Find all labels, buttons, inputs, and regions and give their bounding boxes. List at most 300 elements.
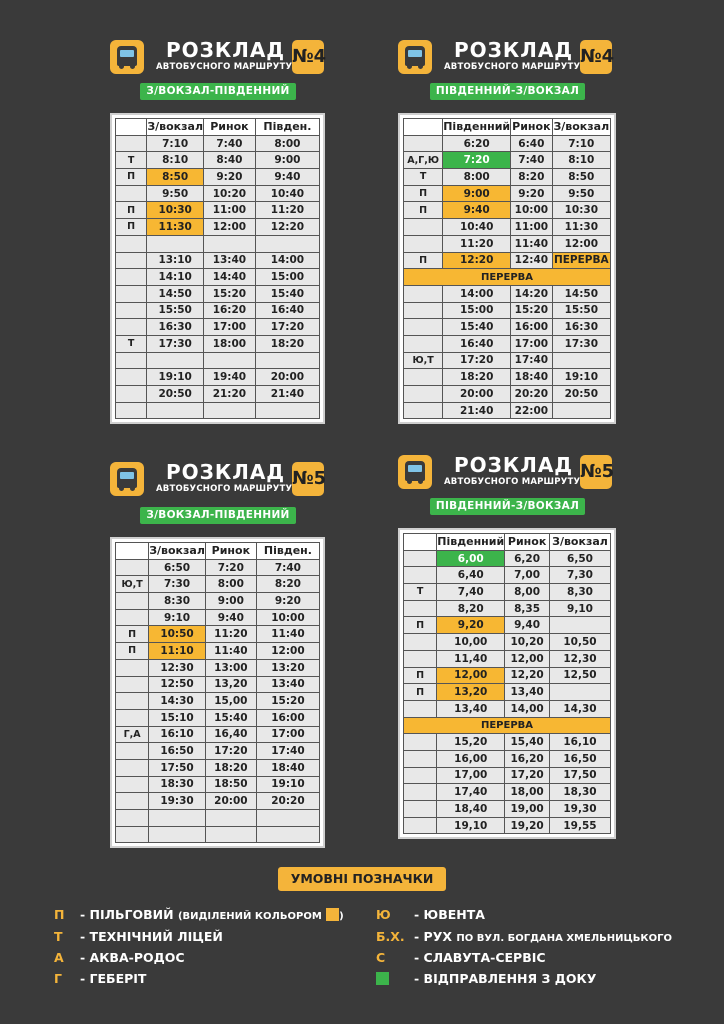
time-cell: 10,00: [437, 634, 505, 651]
time-cell: 6,40: [437, 567, 505, 584]
time-cell: 17:20: [205, 743, 256, 760]
time-cell: 13,40: [505, 684, 550, 701]
note-cell: [404, 135, 443, 152]
table-row: [404, 252, 611, 269]
table-row: [404, 717, 611, 734]
time-cell: 18,00: [505, 784, 550, 801]
green-swatch: [376, 972, 389, 985]
time-cell: 17:30: [147, 335, 204, 352]
legend-item-dock: [376, 971, 596, 986]
note-cell: [404, 767, 437, 784]
time-cell: 17:00: [204, 319, 256, 336]
time-cell: 16:40: [255, 302, 319, 319]
note-cell: [404, 784, 437, 801]
time-cell: 21:40: [443, 402, 511, 419]
table-row: [116, 386, 320, 403]
time-cell: [204, 235, 256, 252]
time-cell: 7:30: [149, 576, 206, 593]
time-cell: 16:30: [552, 319, 610, 336]
table-row: [116, 269, 320, 286]
table-row: [116, 185, 320, 202]
table-row: [404, 202, 611, 219]
note-cell: [116, 793, 149, 810]
table-header-row: [116, 119, 320, 136]
time-cell: 13:20: [256, 659, 319, 676]
note-cell: [116, 559, 149, 576]
table-row: [404, 600, 611, 617]
timetable-frame: [110, 113, 325, 424]
time-cell: [549, 684, 610, 701]
timetable: [403, 533, 611, 834]
time-cell: 12,30: [549, 650, 610, 667]
note-cell: [116, 185, 147, 202]
legend-text: - ГЕБЕРІТ: [80, 971, 147, 986]
time-cell: 17:40: [511, 352, 552, 369]
time-cell: 10:40: [443, 219, 511, 236]
time-cell: 10:40: [255, 185, 319, 202]
table-row: [116, 793, 320, 810]
time-cell: 14:30: [149, 693, 206, 710]
legend-text: - СЛАВУТА-СЕРВІС: [414, 950, 546, 965]
time-cell: 12,00: [437, 667, 505, 684]
table-row: [404, 185, 611, 202]
note-cell: [404, 302, 443, 319]
table-row: [404, 169, 611, 186]
time-cell: 10:00: [511, 202, 552, 219]
column-header: З/вокзал: [149, 544, 205, 558]
note-cell: [116, 319, 147, 336]
table-row: [116, 693, 320, 710]
time-cell: 10,50: [549, 634, 610, 651]
time-cell: [549, 617, 610, 634]
note-cell: П: [116, 643, 149, 660]
table-row: [404, 386, 611, 403]
time-cell: 14,30: [549, 700, 610, 717]
time-cell: 9:20: [511, 185, 552, 202]
timetable-frame: [110, 537, 325, 848]
time-cell: 9:50: [552, 185, 610, 202]
column-header: Ринок: [204, 119, 256, 136]
schedule-subtitle: АВТОБУСНОГО МАРШРУТУ: [444, 62, 581, 72]
note-cell: [116, 386, 147, 403]
column-header-note: [404, 534, 437, 551]
time-cell: 8:20: [511, 169, 552, 186]
column-header-note: [116, 119, 147, 136]
time-cell: 7,30: [549, 567, 610, 584]
time-cell: 8:10: [147, 152, 204, 169]
table-row: [116, 743, 320, 760]
time-cell: 8,35: [505, 600, 550, 617]
time-cell: 17:00: [511, 335, 552, 352]
table-header-row: [116, 543, 320, 560]
time-cell: 7:20: [443, 152, 511, 169]
time-cell: 14:00: [443, 285, 511, 302]
time-cell: 16,10: [549, 734, 610, 751]
time-cell: 8:40: [204, 152, 256, 169]
legend-text: - ПІЛЬГОВИЙ: [80, 907, 174, 922]
column-header: Південний: [437, 535, 505, 549]
time-cell: 9:10: [149, 609, 206, 626]
note-cell: П: [404, 202, 443, 219]
time-cell: 21:20: [204, 386, 256, 403]
time-cell: 15,00: [205, 693, 256, 710]
column-header: Півден.: [256, 543, 319, 560]
time-cell: 14:50: [147, 285, 204, 302]
time-cell: [256, 810, 319, 827]
time-cell: 18,40: [437, 801, 505, 818]
schedule-subtitle: АВТОБУСНОГО МАРШРУТУ: [156, 484, 293, 494]
time-cell: 7:10: [147, 135, 204, 152]
table-row: [116, 135, 320, 152]
note-cell: [116, 593, 149, 610]
time-cell: 8,30: [549, 584, 610, 601]
time-cell: 14:10: [147, 269, 204, 286]
time-cell: 21:40: [255, 386, 319, 403]
time-cell: 12:00: [552, 235, 610, 252]
time-cell: 7:40: [511, 152, 552, 169]
time-cell: 19,10: [437, 817, 505, 834]
time-cell: 15:40: [443, 319, 511, 336]
time-cell: 19:40: [204, 369, 256, 386]
time-cell: [255, 352, 319, 369]
note-cell: Т: [116, 152, 147, 169]
table-row: [404, 152, 611, 169]
time-cell: 6:50: [149, 559, 206, 576]
time-cell: 20:00: [255, 369, 319, 386]
note-cell: [116, 743, 149, 760]
time-cell: 20:50: [552, 386, 610, 403]
time-cell: 16:40: [443, 335, 511, 352]
time-cell: [256, 826, 319, 843]
time-cell: 9:50: [147, 185, 204, 202]
time-cell: 11:40: [256, 626, 319, 643]
table-row: [116, 352, 320, 369]
time-cell: 17:20: [255, 319, 319, 336]
table-row: [116, 369, 320, 386]
time-cell: 11:40: [511, 235, 552, 252]
time-cell: 11:30: [147, 219, 204, 236]
time-cell: 15,20: [437, 734, 505, 751]
note-cell: [404, 335, 443, 352]
schedule-title: РОЗКЛАД: [454, 38, 574, 62]
note-cell: [116, 776, 149, 793]
legend-note-end: ): [339, 911, 344, 922]
time-cell: 12,20: [505, 667, 550, 684]
time-cell: 15:50: [147, 302, 204, 319]
column-header: Ринок: [505, 534, 550, 551]
note-cell: [116, 709, 149, 726]
time-cell: 9:20: [204, 169, 256, 186]
time-cell: 12,00: [505, 650, 550, 667]
time-cell: 6,50: [549, 550, 610, 567]
legend-key: С: [376, 950, 386, 965]
time-cell: [552, 402, 610, 419]
time-cell: 11:00: [204, 202, 256, 219]
time-cell: 17:00: [256, 726, 319, 743]
time-cell: 15,40: [505, 734, 550, 751]
time-cell: [147, 235, 204, 252]
note-cell: П: [116, 219, 147, 236]
note-cell: [116, 352, 147, 369]
time-cell: 19:30: [149, 793, 206, 810]
time-cell: 9:20: [256, 593, 319, 610]
table-row: [116, 335, 320, 352]
note-cell: П: [116, 626, 149, 643]
note-cell: Т: [404, 584, 437, 601]
legend-key: Б.Х.: [376, 929, 405, 944]
table-row: [116, 202, 320, 219]
time-cell: 17,50: [549, 767, 610, 784]
note-cell: [116, 676, 149, 693]
break-row: ПЕРЕРВА: [404, 717, 611, 734]
note-cell: П: [404, 684, 437, 701]
table-row: [116, 402, 320, 419]
time-cell: 15:50: [552, 302, 610, 319]
table-row: [404, 550, 611, 567]
time-cell: 14:00: [255, 252, 319, 269]
table-row: [116, 759, 320, 776]
table-row: [404, 750, 611, 767]
time-cell: 15:20: [511, 302, 552, 319]
time-cell: 11:20: [255, 202, 319, 219]
time-cell: 9:40: [443, 202, 511, 219]
time-cell: 6:40: [511, 135, 552, 152]
time-cell: 18:20: [205, 759, 256, 776]
time-cell: 12:40: [511, 252, 552, 269]
table-row: [404, 135, 611, 152]
bus-icon: [398, 40, 432, 74]
time-cell: ПЕРЕРВА: [552, 252, 610, 269]
time-cell: 20:20: [511, 386, 552, 403]
time-cell: 13:40: [204, 252, 256, 269]
time-cell: [204, 352, 256, 369]
table-row: [404, 817, 611, 834]
time-cell: 10:00: [256, 609, 319, 626]
time-cell: [147, 402, 204, 419]
timetable: [115, 542, 320, 843]
time-cell: 13:10: [147, 252, 204, 269]
time-cell: 20:00: [205, 793, 256, 810]
note-cell: [404, 700, 437, 717]
time-cell: 14:40: [204, 269, 256, 286]
time-cell: [205, 826, 256, 843]
table-row: [404, 684, 611, 701]
legend-key: П: [54, 907, 65, 922]
time-cell: 19:10: [147, 369, 204, 386]
bus-icon: [110, 40, 144, 74]
time-cell: 19,30: [549, 801, 610, 818]
time-cell: 20:20: [256, 793, 319, 810]
table-row: [404, 617, 611, 634]
time-cell: 6,00: [437, 550, 505, 567]
time-cell: 14:50: [552, 285, 610, 302]
time-cell: 12:00: [256, 643, 319, 660]
time-cell: 16:10: [149, 726, 206, 743]
time-cell: 8:50: [147, 169, 204, 186]
time-cell: 19,00: [505, 801, 550, 818]
time-cell: 11:20: [205, 626, 256, 643]
note-cell: [116, 609, 149, 626]
column-header: З/вокзал: [553, 120, 610, 134]
time-cell: 11:30: [552, 219, 610, 236]
time-cell: 16:30: [147, 319, 204, 336]
legend-key: Т: [54, 929, 63, 944]
time-cell: 12:50: [149, 676, 206, 693]
column-header: З/вокзал: [147, 120, 203, 134]
time-cell: 10:20: [204, 185, 256, 202]
timetable: [115, 118, 320, 419]
time-cell: 10:50: [149, 626, 206, 643]
table-row: [116, 626, 320, 643]
time-cell: 9,10: [549, 600, 610, 617]
note-cell: [116, 135, 147, 152]
time-cell: 16:50: [149, 743, 206, 760]
time-cell: 18:40: [256, 759, 319, 776]
time-cell: 11:10: [149, 643, 206, 660]
time-cell: 15:40: [255, 285, 319, 302]
note-cell: [404, 750, 437, 767]
column-header: Ринок: [512, 120, 551, 134]
time-cell: 22:00: [511, 402, 552, 419]
time-cell: 19:10: [256, 776, 319, 793]
table-row: [404, 352, 611, 369]
table-row: [116, 593, 320, 610]
schedule-header: [110, 460, 327, 506]
time-cell: [255, 235, 319, 252]
time-cell: 19:10: [552, 369, 610, 386]
timetable-frame: [398, 528, 616, 839]
time-cell: 7:10: [552, 135, 610, 152]
time-cell: 9:40: [205, 609, 256, 626]
table-row: [116, 659, 320, 676]
time-cell: 18:00: [204, 335, 256, 352]
schedule-header: [398, 453, 615, 499]
time-cell: 17:30: [552, 335, 610, 352]
note-cell: [116, 826, 149, 843]
note-cell: Т: [404, 169, 443, 186]
time-cell: 13,20: [437, 684, 505, 701]
time-cell: 18:40: [511, 369, 552, 386]
note-cell: [116, 252, 147, 269]
table-row: [404, 650, 611, 667]
table-row: [404, 335, 611, 352]
time-cell: 18:50: [205, 776, 256, 793]
table-row: [404, 285, 611, 302]
table-row: [404, 302, 611, 319]
time-cell: 14,00: [505, 700, 550, 717]
note-cell: [404, 550, 437, 567]
route-direction: ПІВДЕННИЙ-З/ВОКЗАЛ: [430, 498, 585, 515]
note-cell: [404, 600, 437, 617]
time-cell: [149, 810, 206, 827]
time-cell: 17:50: [149, 759, 206, 776]
schedule-title: РОЗКЛАД: [166, 460, 286, 484]
table-row: [116, 219, 320, 236]
time-cell: 10:30: [147, 202, 204, 219]
table-row: [116, 726, 320, 743]
legend-item-geberit: [54, 971, 146, 986]
time-cell: 9:40: [255, 169, 319, 186]
note-cell: П: [404, 252, 443, 269]
legend-text: - АКВА-РОДОС: [80, 950, 185, 965]
note-cell: П: [116, 169, 147, 186]
time-cell: 16:00: [511, 319, 552, 336]
note-cell: П: [404, 667, 437, 684]
note-cell: [116, 235, 147, 252]
time-cell: 8:20: [256, 576, 319, 593]
note-cell: П: [116, 202, 147, 219]
time-cell: 11:00: [511, 219, 552, 236]
legend-text: - ТЕХНІЧНИЙ ЛІЦЕЙ: [80, 929, 223, 944]
schedule-subtitle: АВТОБУСНОГО МАРШРУТУ: [156, 62, 293, 72]
table-row: [404, 402, 611, 419]
column-header: Півден.: [255, 119, 319, 136]
bus-icon: [110, 462, 144, 496]
schedule-header: [110, 38, 327, 84]
time-cell: [147, 352, 204, 369]
time-cell: 7:40: [204, 135, 256, 152]
schedule-title: РОЗКЛАД: [454, 453, 574, 477]
time-cell: 12,50: [549, 667, 610, 684]
note-cell: Ю,Т: [116, 576, 149, 593]
legend-text: - ВІДПРАВЛЕННЯ З ДОКУ: [414, 971, 597, 986]
time-cell: [552, 352, 610, 369]
table-row: [404, 369, 611, 386]
note-cell: [116, 759, 149, 776]
time-cell: 16,20: [505, 750, 550, 767]
table-row: [404, 667, 611, 684]
time-cell: 15:40: [205, 709, 256, 726]
time-cell: 15:10: [149, 709, 206, 726]
table-row: [404, 801, 611, 818]
route-number: №4: [580, 40, 612, 74]
note-cell: [404, 650, 437, 667]
legend-text: - ЮВЕНТА: [414, 907, 485, 922]
time-cell: 16:20: [204, 302, 256, 319]
time-cell: 17:20: [443, 352, 511, 369]
time-cell: 7:40: [256, 559, 319, 576]
table-row: [116, 810, 320, 827]
table-row: [404, 700, 611, 717]
time-cell: 9,40: [505, 617, 550, 634]
table-row: [116, 169, 320, 186]
note-cell: [116, 693, 149, 710]
table-row: [404, 584, 611, 601]
time-cell: 19,55: [549, 817, 610, 834]
time-cell: 12:00: [204, 219, 256, 236]
note-cell: [116, 810, 149, 827]
time-cell: 15:00: [255, 269, 319, 286]
note-cell: [404, 369, 443, 386]
time-cell: 12:20: [443, 252, 511, 269]
column-header: З/вокзал: [549, 534, 610, 551]
legend-title: УМОВНІ ПОЗНАЧКИ: [278, 867, 446, 891]
time-cell: 20:50: [147, 386, 204, 403]
time-cell: 15:20: [204, 285, 256, 302]
time-cell: [204, 402, 256, 419]
time-cell: 11:20: [443, 235, 511, 252]
legend-item-pilgovyi: [54, 907, 344, 922]
note-cell: [116, 302, 147, 319]
time-cell: 8,20: [437, 600, 505, 617]
time-cell: 7:20: [205, 559, 256, 576]
note-cell: [404, 817, 437, 834]
column-header: Ринок: [205, 543, 256, 560]
note-cell: Т: [116, 335, 147, 352]
table-row: [116, 152, 320, 169]
table-row: [116, 826, 320, 843]
timetable-frame: [398, 113, 616, 424]
